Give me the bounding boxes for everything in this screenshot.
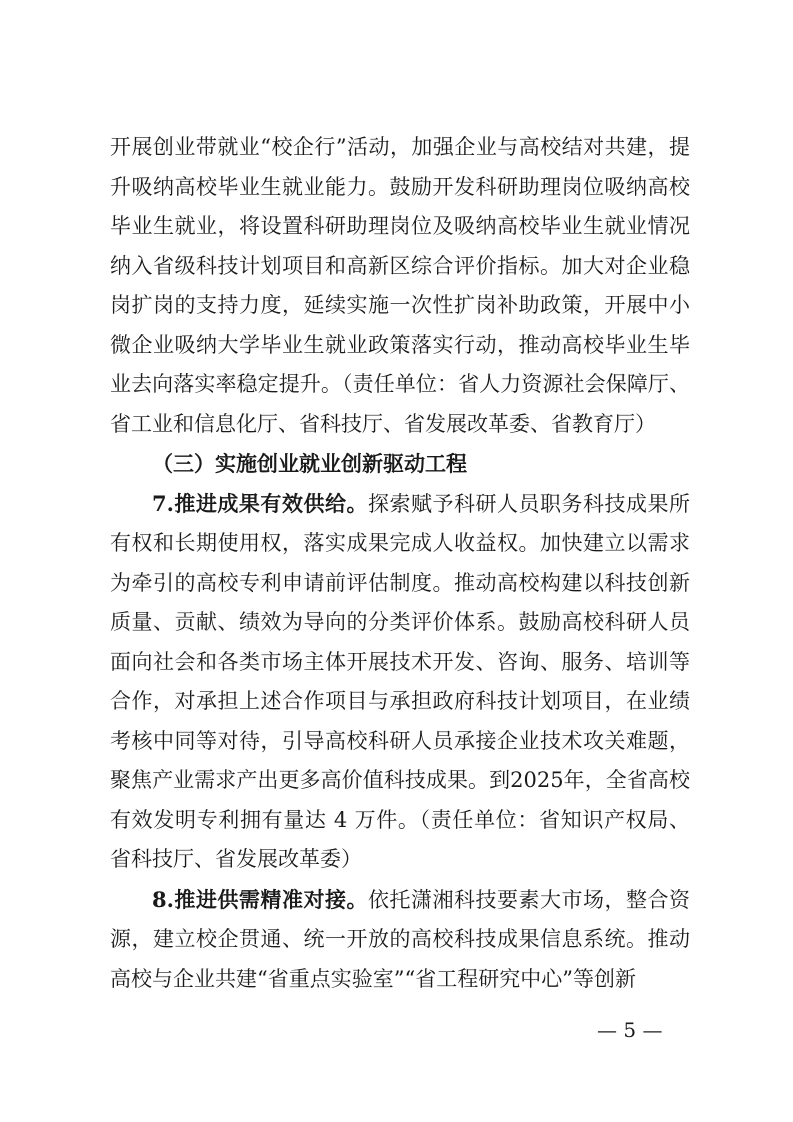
document-body [110,128,690,999]
intro-paragraph: 开展创业带就业“校企行”活动，加强企业与高校结对共建，提升吸纳高校毕业生就业能力。鼓励开发科研助理岗位吸纳高校毕业生就业，将设置科研助理岗位及吸纳高校毕业生就业情况纳入省级科技计划项目和高新区综合评价指标。加大对企业稳岗扩岗的支持力度，延续实施一次性扩岗补助政策，开展中小微企业吸纳大学毕业生就业政策落实行动，推动高校毕业生毕业去向落实率稳定提升。（责任单位：省人力资源社会保障厅、省工业和信息化厅、省科技厅、省发展改革委、省教育厅） [110,135,690,436]
item-7-title: 7.推进成果有效供给。 [152,490,368,516]
page-number: — 5 — [597,1018,663,1042]
item-7-paragraph [110,484,690,880]
item-8-body: 依托潇湘科技要素大市场，整合资源，建立校企贯通、统一开放的高校科技成果信息系统。推动高校与企业共建“省重点实验室”“省工程研究中心”等创新 [110,887,690,991]
item-7-body: 探索赋予科研人员职务科技成果所有权和长期使用权，落实成果完成人收益权。加快建立以需求为牵引的高校专利申请前评估制度。推动高校构建以科技创新质量、贡献、绩效为导向的分类评价体系。鼓励高校科研人员面向社会和各类市场主体开展技术开发、咨询、服务、培训等合作，对承担上述合作项目与承担政府科技计划项目，在业绩考核中同等对待，引导高校科研人员承接企业技术攻关难题，聚焦产业需求产出更多高价值科技成果。到2025年，全省高校有效发明专利拥有量达 4 万件。（责任单位：省知识产权局、省科技厅、省发展改革委） [110,491,690,871]
section-heading: （三）实施创业就业创新驱动工程 [152,451,467,476]
item-8-title: 8.推进供需精准对接。 [152,886,368,912]
item-8-paragraph [110,880,690,1000]
